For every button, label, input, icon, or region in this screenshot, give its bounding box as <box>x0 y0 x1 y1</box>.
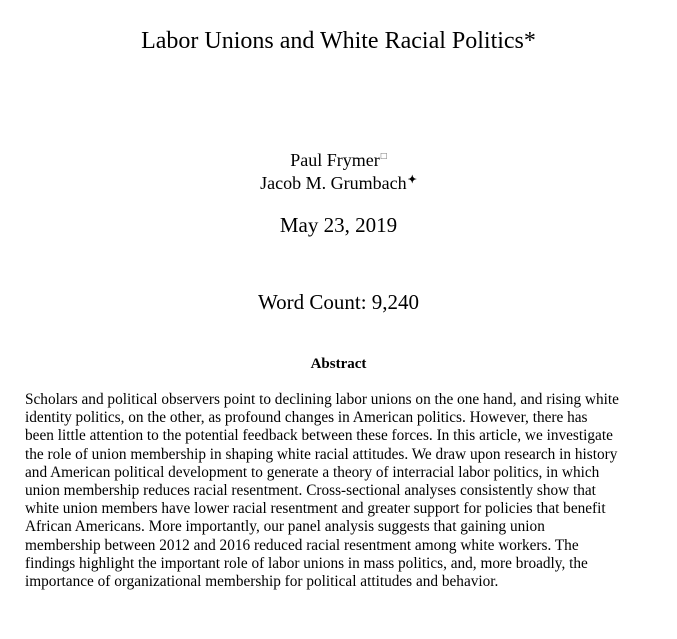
paper-date: May 23, 2019 <box>279 213 398 237</box>
abstract-line: African Americans. More importantly, our panel analysis suggests that gaining union <box>25 518 545 536</box>
author-block <box>0 149 677 195</box>
abstract-line: white union members have lower racial resentment and greater support for policies that benefit <box>25 500 606 518</box>
paper-title: Labor Unions and White Racial Politics* <box>141 28 536 54</box>
abstract-line: membership between 2012 and 2016 reduced racial resentment among white workers. The <box>25 536 579 554</box>
author-grumbach <box>0 172 677 195</box>
abstract-line: been little attention to the potential feedback between these forces. In this article, we investigate <box>25 427 613 445</box>
footnote-marker-star: ✦ <box>407 174 417 186</box>
abstract-line: the role of union membership in shaping white racial attitudes. We draw upon research in history <box>25 445 618 463</box>
abstract-heading: Abstract <box>310 356 367 372</box>
footnote-marker-box: □ <box>380 151 387 162</box>
abstract-line: union membership reduces racial resentment. Cross-sectional analyses consistently show that <box>25 482 596 500</box>
author-name: Jacob M. Grumbach <box>260 173 407 193</box>
abstract-line: importance of organizational membership for political attitudes and behavior. <box>25 573 499 591</box>
abstract-line: Scholars and political observers point to declining labor unions on the one hand, and rising white <box>25 391 619 408</box>
author-frymer <box>0 149 677 172</box>
abstract-line: and American political development to generate a theory of interracial labor politics, in which <box>25 463 600 481</box>
abstract-line: findings highlight the important role of labor unions in mass politics, and, more broadly, the <box>25 554 588 572</box>
author-name: Paul Frymer <box>290 150 380 170</box>
abstract-line: identity politics, on the other, as profound changes in American politics. However, there has <box>25 409 588 427</box>
word-count: Word Count: 9,240 <box>257 290 420 314</box>
abstract-body <box>25 391 665 591</box>
